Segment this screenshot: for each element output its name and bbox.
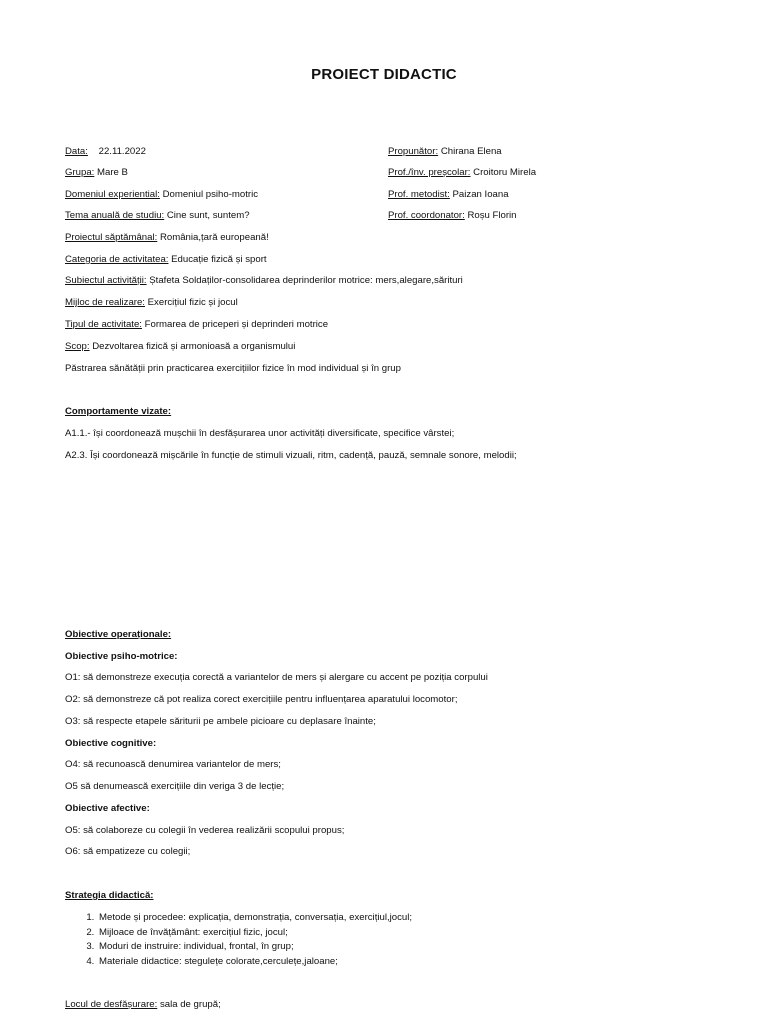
field-label: Data: [65,146,88,157]
list-item: 4. Materiale didactice: stegulețe colorate,cerculețe,jaloane; [97,955,412,970]
field-label: Subiectul activității: [65,275,147,286]
field-value: Mare B [97,167,128,178]
field-domeniul [65,189,258,201]
field-label: Mijloc de realizare: [65,297,145,308]
field-value: Educație fizică și sport [171,254,267,265]
field-prof-coordonator [388,210,517,222]
field-value: Domeniul psiho-motric [162,189,259,200]
field-grupa [65,167,128,179]
field-label: Propunător: [388,146,439,157]
objective-item: O2: să demonstreze că pot realiza corect exercițiile pentru influențarea aparatului locomotor; [65,694,458,705]
field-label: Prof. coordonator: [388,210,465,221]
field-label: Domeniul experiential: [65,189,160,200]
field-value: Formarea de priceperi și deprinderi motrice [144,319,329,330]
field-value: Chirana Elena [440,146,502,157]
objective-item: O3: să respecte etapele săriturii pe ambele picioare cu deplasare înainte; [65,716,376,727]
field-value: Cine sunt, suntem? [166,210,250,221]
field-value: Roșu Florin [467,210,517,221]
field-prof-metodist [388,189,509,201]
objective-item: O4: să recunoască denumirea variantelor de mers; [65,759,281,770]
list-item: 3. Moduri de instruire: individual, frontal, în grup; [97,940,412,955]
objective-item: O5 să denumească exercițiile din veriga 3 de lecție; [65,781,285,792]
field-tema [65,210,250,222]
field-tipul [65,319,328,331]
field-label: Prof./înv. preșcolar: [388,167,471,178]
field-subiectul [65,275,463,287]
field-value: 22.11.2022 [98,146,146,157]
field-label: Categoria de activitatea: [65,254,169,265]
field-value: Dezvoltarea fizică și armonioasă a organismului [92,341,296,352]
field-value: Exercițiul fizic și jocul [147,297,238,308]
section-heading: Comportamente vizate: [65,406,172,417]
obiective-cognitive-heading: Obiective cognitive: [65,738,157,749]
objective-item: O1: să demonstreze execuția corectă a variantelor de mers și alergare cu accent pe poziția corpului [65,672,488,683]
field-propunator [388,146,502,158]
field-mijloc [65,297,238,309]
field-value: sala de grupă; [159,999,221,1010]
objective-item: O5: să colaboreze cu colegii în vederea realizării scopului propus; [65,825,345,836]
document-title: PROIECT DIDACTIC [311,66,457,83]
field-value: Croitoru Mirela [473,167,537,178]
field-label: Tema anuală de studiu: [65,210,165,221]
field-label: Proiectul săptămânal: [65,232,158,243]
comportament-item: A2.3. Își coordonează mișcările în funcție de stimuli vizuali, ritm, cadență, pauză, semnale sonore, melodii; [65,450,517,461]
field-proiectul [65,232,269,244]
field-label: Prof. metodist: [388,189,450,200]
obiective-afective-heading: Obiective afective: [65,803,150,814]
strategia-heading [65,890,154,902]
section-heading: Strategia didactică: [65,890,154,901]
field-label: Tipul de activitate: [65,319,142,330]
field-label: Grupa: [65,167,95,178]
scope-continuation: Păstrarea sănătății prin practicarea exercițiilor fizice în mod individual și în grup [65,363,401,374]
field-value: România,țară europeană! [159,232,269,243]
field-prof-inv [388,167,536,179]
field-value: Ștafeta Soldaților-consolidarea deprinderilor motrice: mers,alegare,sărituri [149,275,463,286]
field-label: Scop: [65,341,90,352]
comportament-item: A1.1.- își coordonează mușchii în desfășurarea unor activități diversificate, specifice vârstei; [65,428,455,439]
field-locul [65,999,221,1011]
field-scop [65,341,295,353]
field-value: Paizan Ioana [452,189,509,200]
strategia-list [65,911,412,969]
field-categoria [65,254,267,266]
obiective-psiho-heading: Obiective psiho-motrice: [65,651,178,662]
field-label: Locul de desfășurare: [65,999,158,1010]
list-item: 2. Mijloace de învățământ: exercițiul fizic, jocul; [97,926,412,941]
obiective-heading [65,629,171,641]
field-data [65,146,146,158]
section-heading: Obiective operaționale: [65,629,172,640]
objective-item: O6: să empatizeze cu colegii; [65,846,191,857]
list-item: 1. Metode și procedee: explicația, demonstrația, conversația, exercițiul,jocul; [97,911,412,926]
comportamente-heading [65,406,171,418]
